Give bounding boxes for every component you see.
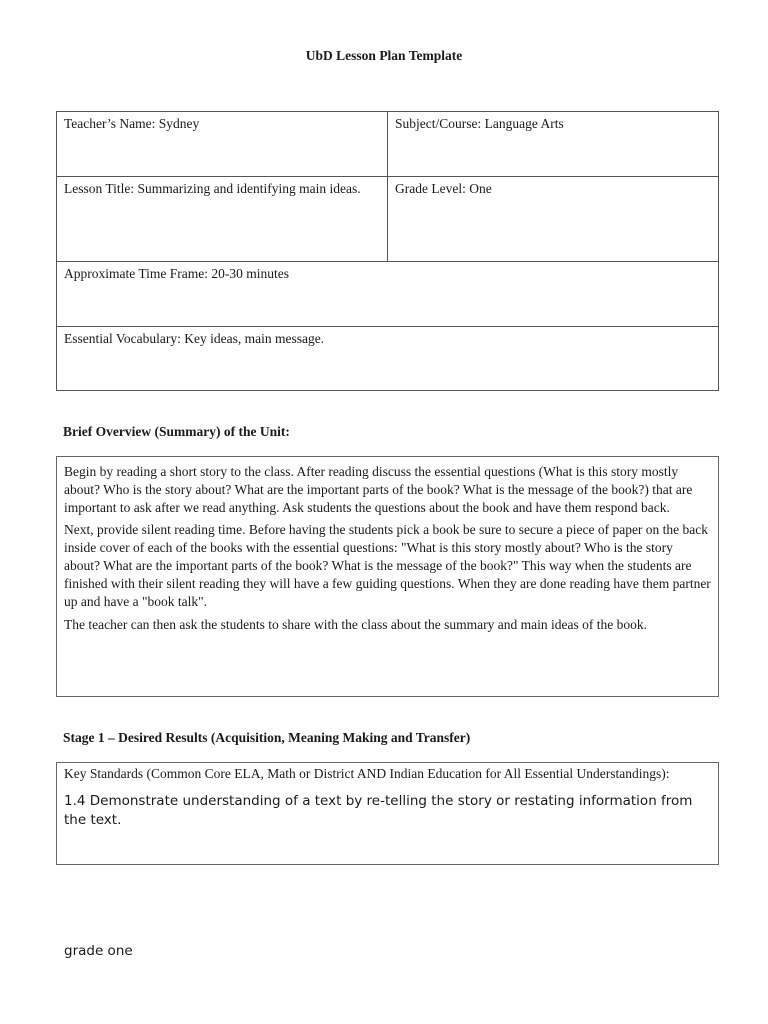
standards-label: Key Standards (Common Core ELA, Math or District AND Indian Education for All Essential Understandings):	[64, 766, 670, 781]
table-row	[57, 177, 719, 262]
standard-text: 1.4 Demonstrate understanding of a text by re-telling the story or restating information from the text.	[64, 793, 693, 828]
stage1-heading: Stage 1 – Desired Results (Acquisition, Meaning Making and Transfer)	[63, 730, 471, 745]
document-title: UbD Lesson Plan Template	[305, 48, 463, 63]
table-row	[57, 327, 719, 391]
table-row	[57, 112, 719, 177]
subject-course-cell: Subject/Course: Language Arts	[388, 112, 719, 177]
overview-paragraph: The teacher can then ask the students to share with the class about the summary and main ideas of the book.	[64, 617, 647, 632]
teacher-name-cell: Teacher’s Name: Sydney	[57, 112, 388, 177]
vocabulary-cell: Essential Vocabulary: Key ideas, main message.	[57, 327, 719, 391]
overview-paragraph: Next, provide silent reading time. Before having the students pick a book be sure to secure a piece of paper on the back inside cover of each of the books with the essential questions: "What is this story mostly about? Who is the story about? What are the important parts of the book? What is the message of the book?" This way when the students are finished with their silent reading they will have a few guiding questions. When they are done reading have them partner up and have a "book talk".	[64, 522, 711, 609]
lesson-info-table	[56, 111, 719, 391]
time-frame-cell: Approximate Time Frame: 20-30 minutes	[57, 262, 719, 327]
table-row	[57, 262, 719, 327]
overview-box	[56, 456, 719, 697]
footer-text: grade one	[64, 943, 133, 959]
overview-paragraph: Begin by reading a short story to the class. After reading discuss the essential questions (What is this story mostly about? Who is the story about? What are the important parts of the book? What is the message of the book?) that are important to ask after we read anything. Ask students the questions about the book and have them respond back.	[64, 464, 693, 515]
grade-level-cell: Grade Level: One	[388, 177, 719, 262]
standards-box	[56, 762, 719, 865]
overview-heading: Brief Overview (Summary) of the Unit:	[63, 424, 290, 439]
lesson-title-cell: Lesson Title: Summarizing and identifying main ideas.	[57, 177, 388, 262]
